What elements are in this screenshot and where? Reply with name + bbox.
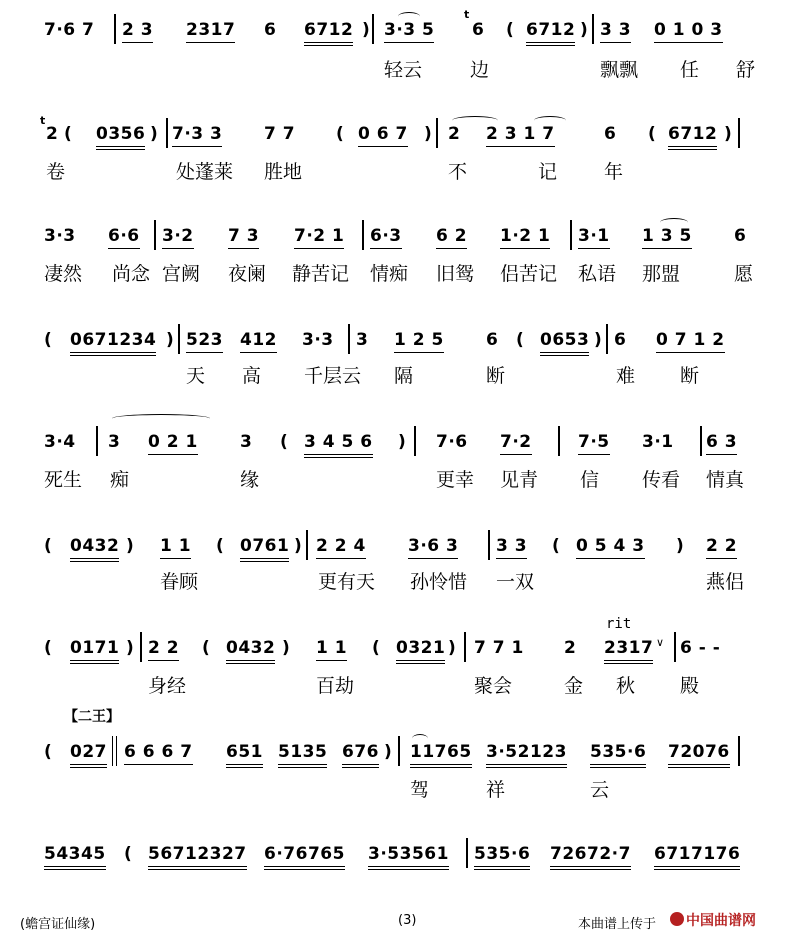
lyric: 静苦记 <box>292 263 350 285</box>
lyric: 聚会 <box>474 675 513 697</box>
slur <box>112 414 210 423</box>
barline <box>306 530 308 560</box>
note-group: 6·6 <box>108 224 140 249</box>
note-group: 6 <box>604 124 617 144</box>
note-group: 0 5 4 3 <box>576 534 645 559</box>
grace-note: t <box>464 8 470 21</box>
lyric: 千层云 <box>304 365 362 387</box>
barline <box>674 632 676 662</box>
upload-note: 本曲谱上传于 <box>578 917 657 932</box>
lyric: 身经 <box>148 675 187 697</box>
paren-open: ( <box>64 124 73 144</box>
note-group: 0432 <box>226 636 275 664</box>
paren-open: ( <box>552 536 561 556</box>
lyric: 飘飘 <box>600 59 639 81</box>
site-logo-icon <box>670 912 684 926</box>
note-group: 3 <box>356 330 369 350</box>
lyric: 更幸 <box>436 469 475 491</box>
note-group: 6717176 <box>654 842 740 870</box>
note-group: 7·2 1 <box>294 224 344 249</box>
lyric: 燕侣 <box>706 571 745 593</box>
lyric: 断 <box>680 365 700 387</box>
note-group: 3·53561 <box>368 842 449 870</box>
rit-marking: rit <box>606 616 632 632</box>
note-group: 3 3 <box>600 18 631 43</box>
note-group: 1 2 5 <box>394 328 444 353</box>
note-group: 56712327 <box>148 842 247 870</box>
barline <box>398 736 400 766</box>
paren-close: ) <box>676 536 685 556</box>
lyrics-row-6 <box>0 570 790 594</box>
barline <box>362 220 364 250</box>
lyric: 轻云 <box>384 59 423 81</box>
note-group: 2 2 <box>148 636 179 661</box>
note-group: 3·2 <box>162 224 194 249</box>
notation-row-8 <box>0 740 790 764</box>
note-group: 6 2 <box>436 224 467 249</box>
lyric: 舒 <box>736 59 756 81</box>
slur <box>534 116 566 125</box>
lyric: 金 <box>564 675 584 697</box>
barline <box>372 14 374 44</box>
note-group: 1·2 1 <box>500 224 550 249</box>
note-group: 6 <box>614 330 627 350</box>
paren-close: ) <box>150 124 159 144</box>
note-group: 535·6 <box>474 842 530 870</box>
note-group: 676 <box>342 740 379 768</box>
note-group: 3·3 5 <box>384 18 434 43</box>
note-group: 3·1 <box>578 224 610 249</box>
note-group: 535·6 <box>590 740 646 768</box>
lyric: 卷 <box>46 161 66 183</box>
note-group: 0761 <box>240 534 289 562</box>
note-group: 1 1 <box>316 636 347 661</box>
paren-open: ( <box>506 20 515 40</box>
note-group: 2317 <box>186 18 235 43</box>
lyric: 痴 <box>110 469 130 491</box>
note-group: 3 3 <box>496 534 527 559</box>
paren-open: ( <box>44 330 53 350</box>
note-group: 6 <box>472 20 485 40</box>
note-group: 3·6 3 <box>408 534 458 559</box>
lyric: 孙怜惜 <box>410 571 468 593</box>
lyric: 秋 <box>616 675 636 697</box>
barline <box>348 324 350 354</box>
lyric: 高 <box>242 365 262 387</box>
barline <box>414 426 416 456</box>
barline <box>96 426 98 456</box>
note-group: 2317 <box>604 636 653 664</box>
barline <box>140 632 142 662</box>
lyrics-row-3 <box>0 262 790 286</box>
note-group: 7·2 <box>500 430 532 455</box>
notation-row-1 <box>0 8 790 42</box>
barline <box>606 324 608 354</box>
lyric: 传看 <box>642 469 681 491</box>
notation-row-6 <box>0 534 790 558</box>
paren-open: ( <box>44 536 53 556</box>
lyric: 记 <box>538 161 558 183</box>
note-group: 651 <box>226 740 263 768</box>
lyric: 缘 <box>240 469 260 491</box>
lyric: 边 <box>470 59 490 81</box>
paren-close: ) <box>362 20 371 40</box>
note-group: 6 <box>264 20 277 40</box>
barline <box>178 324 180 354</box>
note-group: 2 <box>46 124 59 144</box>
note-group: 3·4 <box>44 432 76 452</box>
barline <box>114 14 116 44</box>
note-group: 54345 <box>44 842 106 870</box>
note-group: 2 3 1 7 <box>486 122 555 147</box>
grace-note: t <box>40 114 46 127</box>
notation-row-4 <box>0 328 790 352</box>
note-group: 11765 <box>410 740 472 768</box>
paren-close: ) <box>126 638 135 658</box>
note-group: 3·3 <box>44 226 76 246</box>
lyric: 驾 <box>410 779 430 801</box>
notation-row-5 <box>0 430 790 454</box>
slur <box>412 734 428 743</box>
barline <box>700 426 702 456</box>
note-group: 2 <box>448 124 461 144</box>
note-group: 0321 <box>396 636 445 664</box>
lyric: 私语 <box>578 263 617 285</box>
lyric: 情痴 <box>370 263 409 285</box>
notation-row-9 <box>0 842 790 866</box>
barline <box>464 632 466 662</box>
paren-open: ( <box>516 330 525 350</box>
note-group: 7 7 <box>264 124 296 144</box>
note-group: 6·76765 <box>264 842 345 870</box>
lyric: 夜阑 <box>228 263 267 285</box>
breath-mark: ∨ <box>656 636 665 649</box>
double-barline <box>112 736 117 766</box>
lyric: 信 <box>580 469 600 491</box>
paren-close: ) <box>580 20 589 40</box>
section-label: 【二王】 <box>64 709 120 725</box>
lyric: 侣苦记 <box>500 263 558 285</box>
lyric: 隔 <box>394 365 414 387</box>
note-group: 2 <box>564 638 577 658</box>
notation-row-2 <box>0 114 790 146</box>
note-group: 3·1 <box>642 432 674 452</box>
lyric: 断 <box>486 365 506 387</box>
barline <box>466 838 468 868</box>
paren-close: ) <box>398 432 407 452</box>
lyrics-row-1 <box>0 58 790 82</box>
note-group: 0671234 <box>70 328 156 356</box>
lyric: 胜地 <box>264 161 303 183</box>
note-group: 7 7 1 <box>474 638 524 658</box>
note-group: 3 <box>240 432 253 452</box>
note-group: 7·3 3 <box>172 122 222 147</box>
note-group: 6712 <box>304 18 353 46</box>
paren-open: ( <box>44 742 53 762</box>
barline <box>570 220 572 250</box>
note-group: 6 <box>486 330 499 350</box>
notation-row-3 <box>0 224 790 248</box>
lyric: 情真 <box>706 469 745 491</box>
note-group: 6 6 6 7 <box>124 740 193 765</box>
lyric: 祥 <box>486 779 506 801</box>
note-group: 0356 <box>96 122 145 150</box>
note-group: 3 <box>108 432 121 452</box>
paren-close: ) <box>724 124 733 144</box>
lyric: 处蓬莱 <box>176 161 234 183</box>
note-group: 2 2 4 <box>316 534 366 559</box>
paren-close: ) <box>424 124 433 144</box>
lyrics-row-8 <box>0 778 790 802</box>
note-group: 72672·7 <box>550 842 631 870</box>
slur <box>398 12 420 21</box>
notation-row-7 <box>0 636 790 660</box>
note-group: 5135 <box>278 740 327 768</box>
paren-close: ) <box>166 330 175 350</box>
lyric: 那盟 <box>642 263 681 285</box>
lyric: 百劫 <box>316 675 355 697</box>
note-group: 027 <box>70 740 107 768</box>
site-logo[interactable]: 中国曲谱网 <box>686 913 756 929</box>
barline <box>558 426 560 456</box>
lyrics-row-5 <box>0 468 790 492</box>
note-group: 0 6 7 <box>358 122 408 147</box>
paren-open: ( <box>124 844 133 864</box>
lyric: 愿 <box>734 263 754 285</box>
lyric: 任 <box>680 59 700 81</box>
note-group: 7 3 <box>228 224 259 249</box>
note-group: 0171 <box>70 636 119 664</box>
barline <box>154 220 156 250</box>
paren-open: ( <box>202 638 211 658</box>
note-group: 1 3 5 <box>642 224 692 249</box>
barline <box>488 530 490 560</box>
note-group: 0 1 0 3 <box>654 18 723 43</box>
note-group: 0 7 1 2 <box>656 328 725 353</box>
paren-close: ) <box>282 638 291 658</box>
lyric: 凄然 <box>44 263 83 285</box>
page-number: (3) <box>398 913 417 928</box>
note-group: 0 2 1 <box>148 430 198 455</box>
lyric: 一双 <box>496 571 535 593</box>
note-group: 7·6 7 <box>44 20 95 40</box>
lyric: 眷顾 <box>160 571 199 593</box>
paren-open: ( <box>280 432 289 452</box>
note-group: 523 <box>186 328 223 353</box>
paren-close: ) <box>126 536 135 556</box>
note-group: 6 <box>734 226 747 246</box>
note-group: 3·52123 <box>486 740 567 768</box>
note-group: 412 <box>240 328 277 353</box>
paren-open: ( <box>44 638 53 658</box>
lyric: 天 <box>186 365 206 387</box>
lyric: 旧鸳 <box>436 263 475 285</box>
lyric: 云 <box>590 779 610 801</box>
paren-open: ( <box>216 536 225 556</box>
barline <box>166 118 168 148</box>
lyrics-row-7 <box>0 674 790 698</box>
paren-close: ) <box>594 330 603 350</box>
barline <box>738 736 740 766</box>
note-group: 72076 <box>668 740 730 768</box>
slur <box>660 218 688 227</box>
note-group: 3 4 5 6 <box>304 430 373 458</box>
lyric: 不 <box>448 161 468 183</box>
barline <box>436 118 438 148</box>
lyric: 见青 <box>500 469 539 491</box>
paren-open: ( <box>648 124 657 144</box>
paren-close: ) <box>448 638 457 658</box>
lyrics-row-2 <box>0 160 790 184</box>
lyric: 尚念 <box>112 263 151 285</box>
lyric: 死生 <box>44 469 83 491</box>
note-group: 2 3 <box>122 18 153 43</box>
lyrics-row-4 <box>0 364 790 388</box>
note-group: 6712 <box>668 122 717 150</box>
note-group: 0432 <box>70 534 119 562</box>
note-group: 1 1 <box>160 534 191 559</box>
lyric: 更有天 <box>318 571 376 593</box>
lyric: 年 <box>604 161 624 183</box>
lyric: 难 <box>616 365 636 387</box>
note-group: 7·6 <box>436 432 468 452</box>
note-group: 6712 <box>526 18 575 46</box>
paren-close: ) <box>294 536 303 556</box>
barline <box>738 118 740 148</box>
lyric: 殿 <box>680 675 700 697</box>
note-group: 2 2 <box>706 534 737 559</box>
paren-open: ( <box>336 124 345 144</box>
note-group: 6 - - <box>680 638 721 658</box>
lyric: 宫阙 <box>162 263 201 285</box>
paren-close: ) <box>384 742 393 762</box>
note-group: 6·3 <box>370 224 402 249</box>
note-group: 3·3 <box>302 330 334 350</box>
footer-title: (蟾宫证仙缘) <box>20 917 96 932</box>
note-group: 0653 <box>540 328 589 356</box>
barline <box>592 14 594 44</box>
note-group: 6 3 <box>706 430 737 455</box>
note-group: 7·5 <box>578 430 610 455</box>
paren-open: ( <box>372 638 381 658</box>
